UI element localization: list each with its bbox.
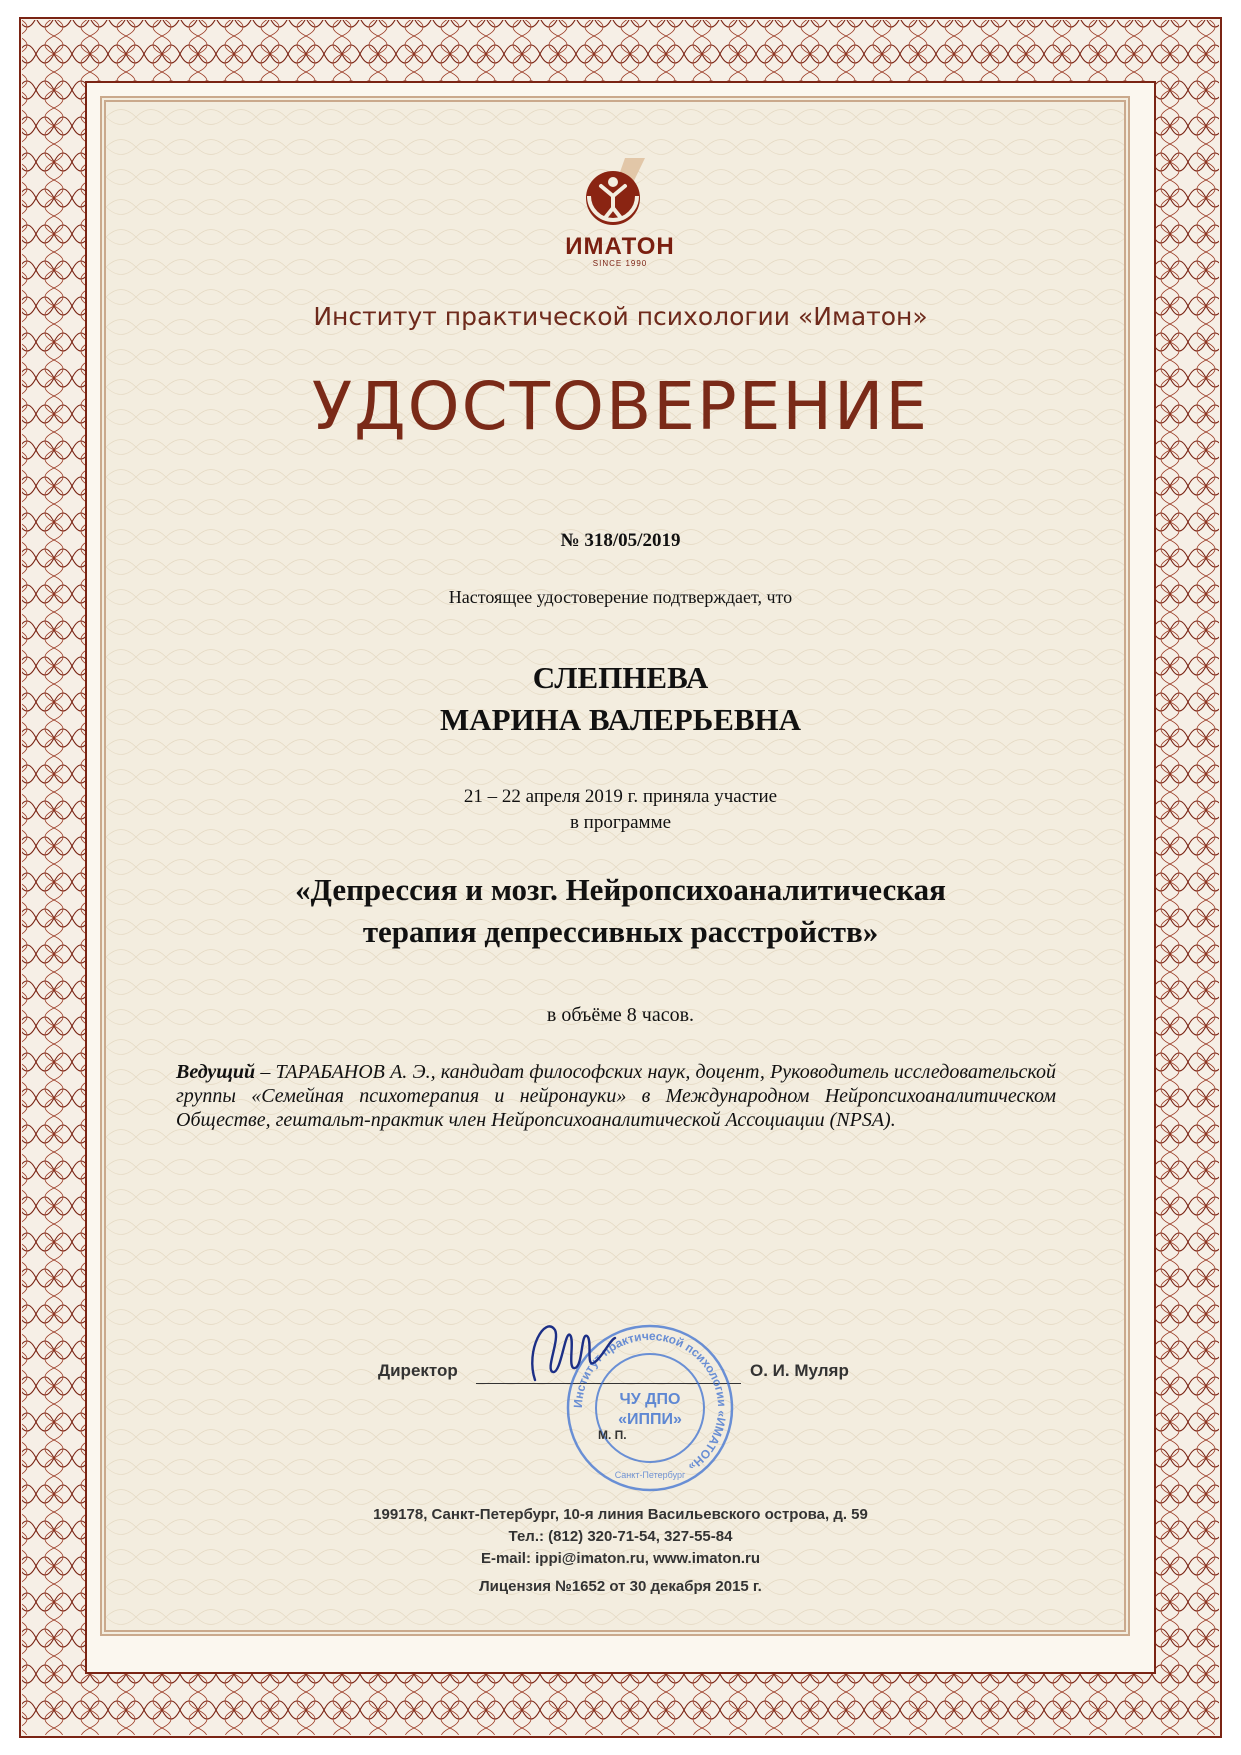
- lead-instructor: [176, 1060, 1056, 1132]
- seal-place-label: М. П.: [598, 1428, 627, 1442]
- director-name: О. И. Муляр: [750, 1361, 849, 1380]
- course-volume: в объёме 8 часов.: [546, 1004, 695, 1026]
- brand-name: ИМАТОН: [565, 233, 675, 260]
- footer-email: E-mail: ippi@imaton.ru, www.imaton.ru: [480, 1550, 761, 1567]
- confirms-text: Настоящее удостоверение подтверждает, что: [448, 587, 793, 607]
- footer-phone: Тел.: (812) 320-71-54, 327-55-84: [508, 1528, 733, 1545]
- director-signature: [515, 1310, 625, 1400]
- participation-program-label: в программе: [569, 812, 672, 833]
- document-title: УДОСТОВЕРЕНИЕ: [311, 368, 930, 445]
- stamp-center-line2: «ИППИ»: [618, 1411, 682, 1428]
- certificate-number: № 318/05/2019: [560, 530, 681, 551]
- director-label: Директор: [378, 1361, 458, 1380]
- stamp-ring-text: Институт практической психологии «ИМАТОН»: [570, 1328, 730, 1474]
- brand-since: SINCE 1990: [592, 259, 648, 268]
- recipient-surname: СЛЕПНЕВА: [532, 660, 709, 695]
- footer-address: 199178, Санкт-Петербург, 10-я линия Васильевского острова, д. 59: [373, 1506, 868, 1523]
- recipient-given-names: МАРИНА ВАЛЕРЬЕВНА: [439, 702, 802, 737]
- institute-name: Институт практической психологии «Иматон»: [313, 302, 928, 331]
- stamp-center-line1: ЧУ ДПО: [619, 1391, 681, 1408]
- lead-description: – ТАРАБАНОВ А. Э., кандидат философских наук, доцент, Руководитель исследовательской группы «Семейная психотерапия и нейронауки» в Международном Нейропсихоаналитическом Обществе, гештальт-практик член Нейропсихоаналитической Ассоциации (NPSA).: [176, 1061, 1056, 1131]
- program-title-line1: «Депрессия и мозг. Нейропсихоаналитическая: [295, 872, 946, 907]
- lead-label: Ведущий: [176, 1061, 256, 1083]
- stamp-city: Санкт-Петербург: [614, 1470, 686, 1480]
- logo-icon: [565, 150, 675, 240]
- footer-license: Лицензия №1652 от 30 декабря 2015 г.: [479, 1578, 762, 1595]
- program-title-line2: терапия депрессивных расстройств»: [362, 914, 879, 949]
- participation-dates: 21 – 22 апреля 2019 г. приняла участие: [463, 786, 778, 807]
